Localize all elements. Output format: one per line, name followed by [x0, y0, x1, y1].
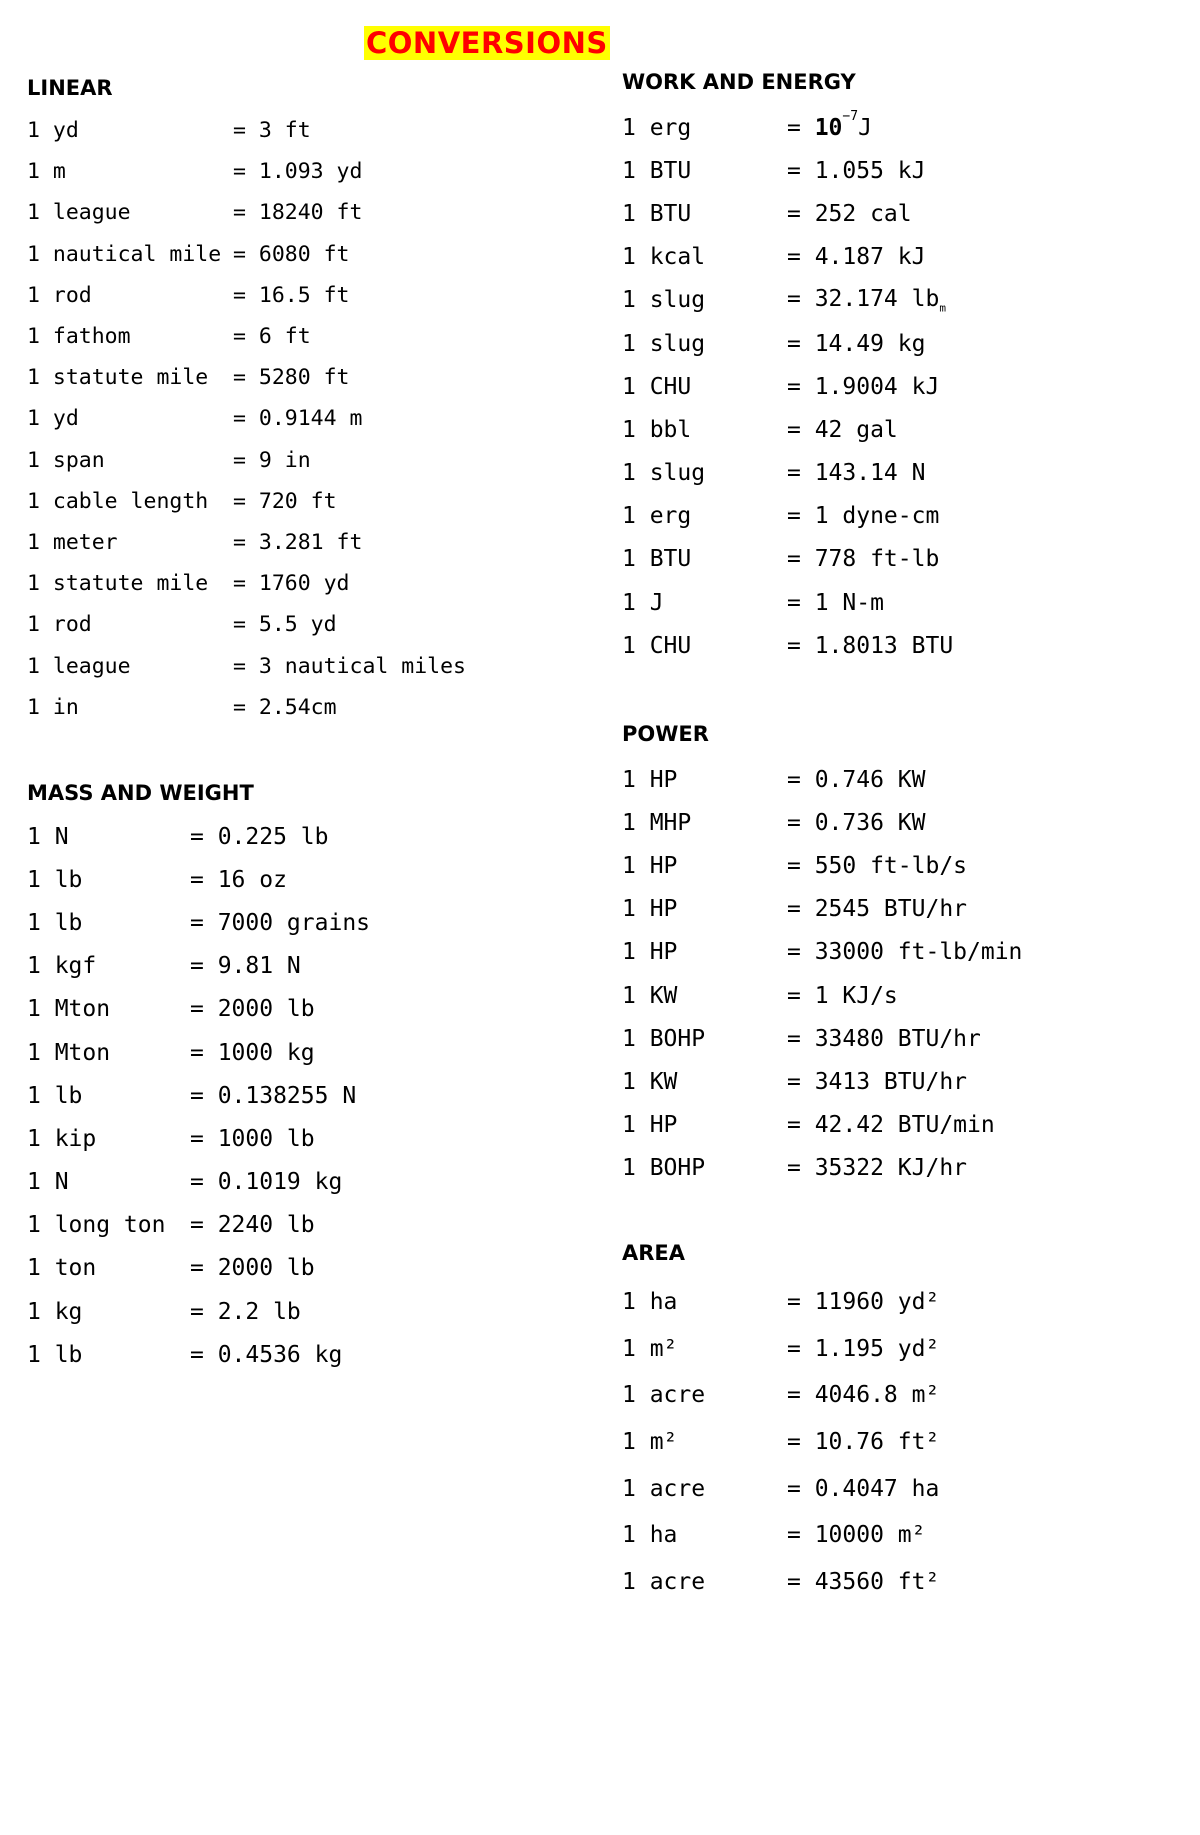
conversion-unit: 1 KW — [622, 982, 678, 1009]
conversion-row — [27, 988, 370, 1031]
conversion-unit: 1 Mton — [27, 1039, 111, 1066]
conversion-value: = 0.4536 kg — [190, 1341, 343, 1368]
conversion-unit: 1 slug — [622, 287, 706, 314]
erg-suffix: J — [858, 114, 872, 141]
conversion-value — [787, 286, 946, 315]
conversion-row — [622, 538, 953, 581]
conversion-unit: 1 league — [27, 200, 131, 226]
conversion-unit: 1 erg — [622, 503, 692, 530]
conversion-value: = 1.195 yd² — [787, 1335, 940, 1362]
conversion-value: = 1.9004 kJ — [787, 373, 940, 400]
conversion-row — [622, 1147, 1022, 1190]
conversion-unit: 1 span — [27, 447, 105, 473]
conversion-row — [27, 1247, 370, 1290]
conversion-unit: 1 nautical mile — [27, 241, 222, 267]
conversion-unit: 1 kcal — [622, 244, 706, 271]
conversion-row — [622, 365, 953, 408]
conversion-row — [27, 110, 466, 151]
conversion-row — [27, 275, 466, 316]
conversion-row — [622, 1372, 939, 1419]
conversion-value: = 16.5 ft — [233, 282, 350, 308]
conversion-unit: 1 acre — [622, 1568, 706, 1595]
conversion-unit: 1 N — [27, 823, 69, 850]
conversion-unit: 1 MHP — [622, 809, 692, 836]
conversion-value: = 5280 ft — [233, 365, 350, 391]
conversion-value: = 35322 KJ/hr — [787, 1155, 968, 1182]
conversion-unit: 1 bbl — [622, 416, 692, 443]
conversion-value: = 5.5 yd — [233, 612, 337, 638]
conversion-value: = 0.4047 ha — [787, 1475, 940, 1502]
conversion-unit: 1 acre — [622, 1475, 706, 1502]
area-rows — [622, 1279, 939, 1605]
conversion-value: = 1.8013 BTU — [787, 632, 954, 659]
conversion-row — [27, 316, 466, 357]
conversion-row — [27, 604, 466, 645]
conversion-unit: 1 cable length — [27, 488, 209, 514]
erg-prefix: = — [787, 114, 815, 141]
conversion-value: = 2.2 lb — [190, 1298, 301, 1325]
conversion-row — [622, 452, 953, 495]
conversion-row — [27, 151, 466, 192]
conversion-value: = 252 cal — [787, 200, 912, 227]
conversion-row — [27, 1333, 370, 1376]
conversion-value: = 2000 lb — [190, 1255, 315, 1282]
conversion-value: = 550 ft-lb/s — [787, 852, 968, 879]
conversion-unit: 1 BTU — [622, 546, 692, 573]
conversion-unit: 1 kip — [27, 1125, 97, 1152]
conversion-value: = 10000 m² — [787, 1522, 926, 1549]
erg-base: 10 — [814, 114, 843, 141]
section-heading-linear: LINEAR — [27, 76, 113, 100]
conversion-unit: 1 HP — [622, 852, 678, 879]
conversion-row — [622, 149, 953, 192]
conversion-row — [27, 645, 466, 686]
conversion-row — [27, 858, 370, 901]
mass-weight-section — [27, 779, 370, 1376]
conversion-unit: 1 lb — [27, 1082, 83, 1109]
conversion-row — [622, 974, 1022, 1017]
conversion-row — [27, 1031, 370, 1074]
linear-rows — [27, 110, 466, 728]
conversion-value: = 0.736 KW — [787, 809, 926, 836]
conversion-unit: 1 kgf — [27, 953, 97, 980]
conversion-value: = 2.54cm — [233, 694, 337, 720]
conversion-unit: 1 m² — [622, 1429, 678, 1456]
conversion-unit: 1 BTU — [622, 157, 692, 184]
conversion-unit: 1 acre — [622, 1382, 706, 1409]
conversion-row — [27, 234, 466, 275]
conversion-unit: 1 HP — [622, 896, 678, 923]
conversion-value: = 3 ft — [233, 118, 311, 144]
conversion-value: = 3413 BTU/hr — [787, 1068, 968, 1095]
conversion-value: = 6 ft — [233, 324, 311, 350]
section-heading-work-energy: WORK AND ENERGY — [622, 70, 856, 94]
conversion-row — [27, 687, 466, 728]
conversion-unit: 1 slug — [622, 460, 706, 487]
conversion-row — [622, 888, 1022, 931]
conversion-unit: 1 J — [622, 589, 664, 616]
conversion-value: = 4.187 kJ — [787, 244, 926, 271]
work-rows — [622, 106, 953, 667]
erg-exponent: −7 — [842, 108, 859, 124]
conversion-value: = 3.281 ft — [233, 529, 363, 555]
conversion-unit: 1 BTU — [622, 200, 692, 227]
conversion-unit: 1 HP — [622, 939, 678, 966]
conversion-value: = 0.9144 m — [233, 406, 363, 432]
conversion-value: = 2240 lb — [190, 1212, 315, 1239]
conversion-row — [622, 624, 953, 667]
conversion-unit: 1 rod — [27, 612, 92, 638]
conversion-row — [27, 901, 370, 944]
conversion-row — [622, 931, 1022, 974]
conversion-row — [622, 1419, 939, 1466]
conversion-unit: 1 fathom — [27, 324, 131, 350]
conversion-row — [622, 1559, 939, 1606]
conversion-row — [622, 192, 953, 235]
conversion-value: = 1 N-m — [787, 589, 884, 616]
conversion-row — [622, 1279, 939, 1326]
conversion-row — [27, 1074, 370, 1117]
conversion-row — [622, 279, 953, 322]
conversion-row — [27, 1204, 370, 1247]
conversion-unit: 1 lb — [27, 1341, 83, 1368]
conversion-row — [27, 815, 370, 858]
conversion-value: = 1 KJ/s — [787, 982, 898, 1009]
conversion-value: = 1.055 kJ — [787, 157, 926, 184]
conversion-unit: 1 yd — [27, 118, 79, 144]
linear-section — [27, 74, 466, 728]
conversion-row — [27, 481, 466, 522]
conversion-unit: 1 m² — [622, 1335, 678, 1362]
conversion-value: = 14.49 kg — [787, 330, 926, 357]
conversion-row — [622, 408, 953, 451]
conversion-unit: 1 yd — [27, 406, 79, 432]
conversion-value: = 0.1019 kg — [190, 1169, 343, 1196]
conversion-value: = 778 ft-lb — [787, 546, 940, 573]
conversion-row — [622, 1326, 939, 1373]
conversion-value: = 0.225 lb — [190, 823, 329, 850]
conversion-unit: 1 long ton — [27, 1212, 166, 1239]
conversion-value: = 4046.8 m² — [787, 1382, 940, 1409]
mass-rows — [27, 815, 370, 1376]
conversion-value: = 9.81 N — [190, 953, 301, 980]
conversion-unit: 1 CHU — [622, 632, 692, 659]
conversion-row — [622, 1512, 939, 1559]
conversion-value: = 1.093 yd — [233, 159, 363, 185]
conversion-row — [622, 1017, 1022, 1060]
conversion-unit: 1 lb — [27, 909, 83, 936]
conversion-row — [27, 440, 466, 481]
conversion-row — [27, 1117, 370, 1160]
conversion-unit: 1 KW — [622, 1068, 678, 1095]
conversion-unit: 1 BOHP — [622, 1025, 706, 1052]
power-rows — [622, 758, 1022, 1190]
conversion-unit: 1 Mton — [27, 996, 111, 1023]
conversion-unit: 1 league — [27, 653, 131, 679]
conversion-row — [622, 1060, 1022, 1103]
conversion-row — [27, 398, 466, 439]
conversion-value: = 42.42 BTU/min — [787, 1112, 995, 1139]
conversion-value: = 1000 kg — [190, 1039, 315, 1066]
conversion-unit: 1 BOHP — [622, 1155, 706, 1182]
conversion-value: = 16 oz — [190, 866, 287, 893]
conversion-unit: 1 rod — [27, 282, 92, 308]
conversion-row — [27, 945, 370, 988]
lbm-prefix: = 32.174 lb — [787, 286, 940, 313]
conversion-row — [622, 801, 1022, 844]
conversion-row — [622, 758, 1022, 801]
page-title: CONVERSIONS — [366, 26, 608, 60]
conversion-value: = 3 nautical miles — [233, 653, 466, 679]
lbm-subscript: m — [939, 301, 946, 315]
conversion-value: = 18240 ft — [233, 200, 363, 226]
conversion-value: = 1000 lb — [190, 1125, 315, 1152]
conversion-value: = 11960 yd² — [787, 1289, 940, 1316]
conversion-unit: 1 kg — [27, 1298, 83, 1325]
conversion-unit: 1 ha — [622, 1522, 678, 1549]
conversion-value: = 1 dyne-cm — [787, 503, 940, 530]
conversion-unit: 1 ha — [622, 1289, 678, 1316]
conversion-row — [27, 357, 466, 398]
conversion-unit: 1 HP — [622, 1112, 678, 1139]
conversion-unit: 1 slug — [622, 330, 706, 357]
conversion-unit: 1 meter — [27, 529, 118, 555]
area-section — [622, 1239, 939, 1605]
conversion-value: = 33000 ft-lb/min — [787, 939, 1023, 966]
conversion-value: = 720 ft — [233, 488, 337, 514]
conversion-unit: 1 lb — [27, 866, 83, 893]
conversion-value: = 143.14 N — [787, 460, 926, 487]
conversion-value — [787, 108, 872, 141]
conversion-value: = 9 in — [233, 447, 311, 473]
conversion-row — [622, 106, 953, 149]
conversion-value: = 6080 ft — [233, 241, 350, 267]
conversion-unit: 1 in — [27, 694, 79, 720]
conversion-row — [622, 236, 953, 279]
conversion-row — [622, 581, 953, 624]
conversion-value: = 33480 BTU/hr — [787, 1025, 981, 1052]
conversion-unit: 1 CHU — [622, 373, 692, 400]
conversion-row — [27, 1290, 370, 1333]
conversion-unit: 1 ton — [27, 1255, 97, 1282]
conversion-row — [27, 563, 466, 604]
conversion-unit: 1 HP — [622, 766, 678, 793]
conversion-unit: 1 statute mile — [27, 571, 209, 597]
conversion-unit: 1 statute mile — [27, 365, 209, 391]
power-section — [622, 720, 1022, 1190]
conversion-value: = 1760 yd — [233, 571, 350, 597]
conversion-unit: 1 erg — [622, 114, 692, 141]
section-heading-area: AREA — [622, 1241, 686, 1265]
conversion-value: = 0.746 KW — [787, 766, 926, 793]
conversion-value: = 2000 lb — [190, 996, 315, 1023]
conversion-row — [27, 522, 466, 563]
conversion-unit: 1 m — [27, 159, 66, 185]
conversion-unit: 1 N — [27, 1169, 69, 1196]
conversion-row — [27, 192, 466, 233]
conversion-value: = 42 gal — [787, 416, 898, 443]
conversion-row — [622, 1465, 939, 1512]
conversion-value: = 7000 grains — [190, 909, 371, 936]
section-heading-power: POWER — [622, 722, 709, 746]
conversion-row — [622, 322, 953, 365]
conversion-row — [622, 844, 1022, 887]
conversion-value: = 2545 BTU/hr — [787, 896, 968, 923]
conversion-row — [27, 1161, 370, 1204]
conversion-value: = 10.76 ft² — [787, 1429, 940, 1456]
conversion-value: = 43560 ft² — [787, 1568, 940, 1595]
conversion-row — [622, 495, 953, 538]
work-energy-section — [622, 68, 953, 667]
conversion-row — [622, 1104, 1022, 1147]
conversion-value: = 0.138255 N — [190, 1082, 357, 1109]
section-heading-mass-weight: MASS AND WEIGHT — [27, 781, 254, 805]
